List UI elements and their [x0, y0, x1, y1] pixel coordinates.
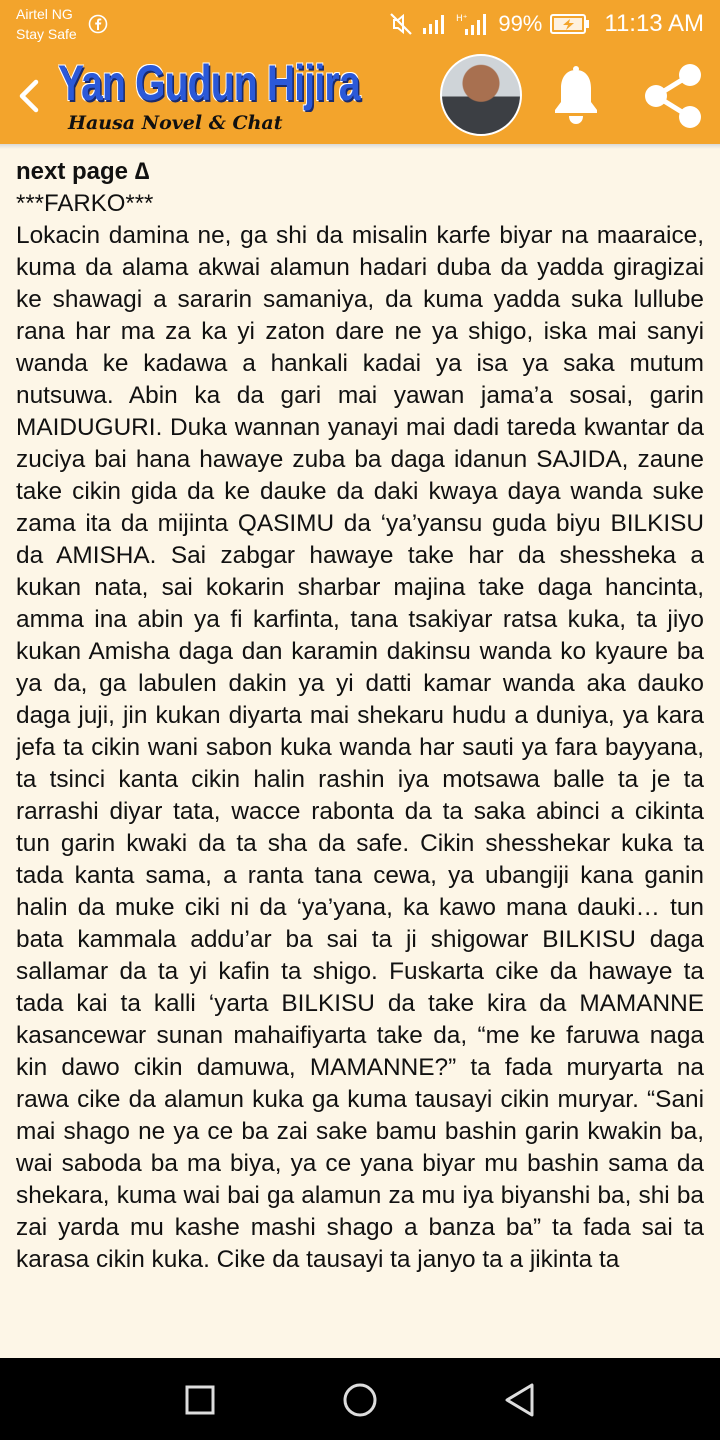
- mute-icon: [388, 11, 414, 37]
- system-navigation-bar: [0, 1358, 720, 1440]
- app-bar: [0, 48, 720, 144]
- chapter-heading: ***FARKO***: [16, 190, 154, 217]
- back-arrow-icon[interactable]: [10, 72, 50, 120]
- carrier-message: Stay Safe: [16, 26, 77, 42]
- back-triangle-icon[interactable]: [498, 1378, 542, 1422]
- battery-percent: 99%: [498, 11, 543, 36]
- data-signal-icon: [456, 11, 490, 37]
- status-indicators: [388, 8, 704, 40]
- app-bar-divider: [0, 144, 720, 149]
- carrier-name: Airtel NG: [16, 6, 73, 22]
- story-content[interactable]: [16, 156, 704, 1356]
- facebook-icon: [88, 14, 108, 34]
- home-circle-icon[interactable]: [338, 1378, 382, 1422]
- recents-square-icon[interactable]: [178, 1378, 222, 1422]
- next-page-link[interactable]: next page ∆: [16, 158, 150, 185]
- app-title: Yan Gudun Hijira: [58, 55, 360, 111]
- carrier-info: [16, 4, 77, 44]
- battery-charging-icon: [550, 13, 590, 35]
- signal-icon: [422, 12, 448, 36]
- app-subtitle: Hausa Novel & Chat: [68, 112, 283, 134]
- bell-icon[interactable]: [548, 64, 604, 128]
- svg-text:H⁺: H⁺: [456, 14, 468, 24]
- clock: 11:13 AM: [604, 10, 704, 37]
- profile-avatar[interactable]: [440, 54, 522, 136]
- status-bar: [0, 0, 720, 48]
- share-icon[interactable]: [638, 60, 706, 132]
- story-text: Lokacin damina ne, ga shi da misalin karfe biyar na maaraice, kuma da alama akwai alamun hadari duba da yadda giragizai ke shawagi a sararin samaniya, da kuma yadda suka lullube rana har ma za ka yi zaton dare ne ya shigo, iska mai sanyi wanda ke kadawa a hankali kadai ya isa ya saka mutum nutsuwa. Abin ka da gari mai yawan jama’a sosai, garin MAIDUGURI. Duka wannan yanayi mai dadi tareda kwantar da zuciya bai hana hawaye zuba ba daga idanun SAJIDA, zaune take cikin gida da ke dauke da daki kwaya daya wanda suke zama ita da mijinta QASIMU da ‘ya’yansu guda biyu BILKISU da AMISHA. Sai zabgar hawaye take har da shessheka a kukan nata, sai kokarin sharbar majina take daga hancinta, amma ina abin ya fi karfinta, tana tsakiyar ratsa kuka, ta jiyo kukan Amisha daga dan karamin dakinsu wanda ko kyaure ba ya da, ga labulen dakin ya yi datti kamar wanda aka dauko daga juji, jin kukan diyarta mai shekaru hudu a duniya, ya kara jefa ta cikin wani sabon kuka wanda har sauti ya fara bayyana, ta tsinci kanta cikin halin rashin iya motsawa balle ta je ta rarrashi diyar tata, wacce rabonta da ta saka abinci a cikinta tun garin kwaki da ta sha da safe. Cikin shesshekar kuka ta tada kanta sama, a ranta tana cewa, ya ubangiji kana ganin halin da muke ciki ni da ‘ya’yana, ka kawo mana dauki… tun bata kammala addu’ar ba sai ta ji shigowar BILKISU daga sallamar da ta yi kafin ta shigo. Fuskarta cike da hawaye ta tada kai ta kalli ‘yarta BILKISU da take kira da MAMANNE kasancewar sunan mahaifiyarta take da, “me ke faruwa naga kin dawo cikin damuwa, MAMANNE?” ta fada muryarta na rawa cike da alamun kuka ga kuma tausayi cikin muryar. “Sani mai shago ne ya ce ba zai sake bamu bashin garin kwakin ba, wai saboda ba ma biya, ya ce yana biyar mu bashin sama da shekara, kuma wai bai ga alamun za mu iya biyanshi ba, shi ba zai yarda mu kashe mashi shago a banza ba” ta fada sai ta karasa cikin kuka. Cike da tausayi ta janyo ta a jikinta ta: [16, 222, 704, 1273]
